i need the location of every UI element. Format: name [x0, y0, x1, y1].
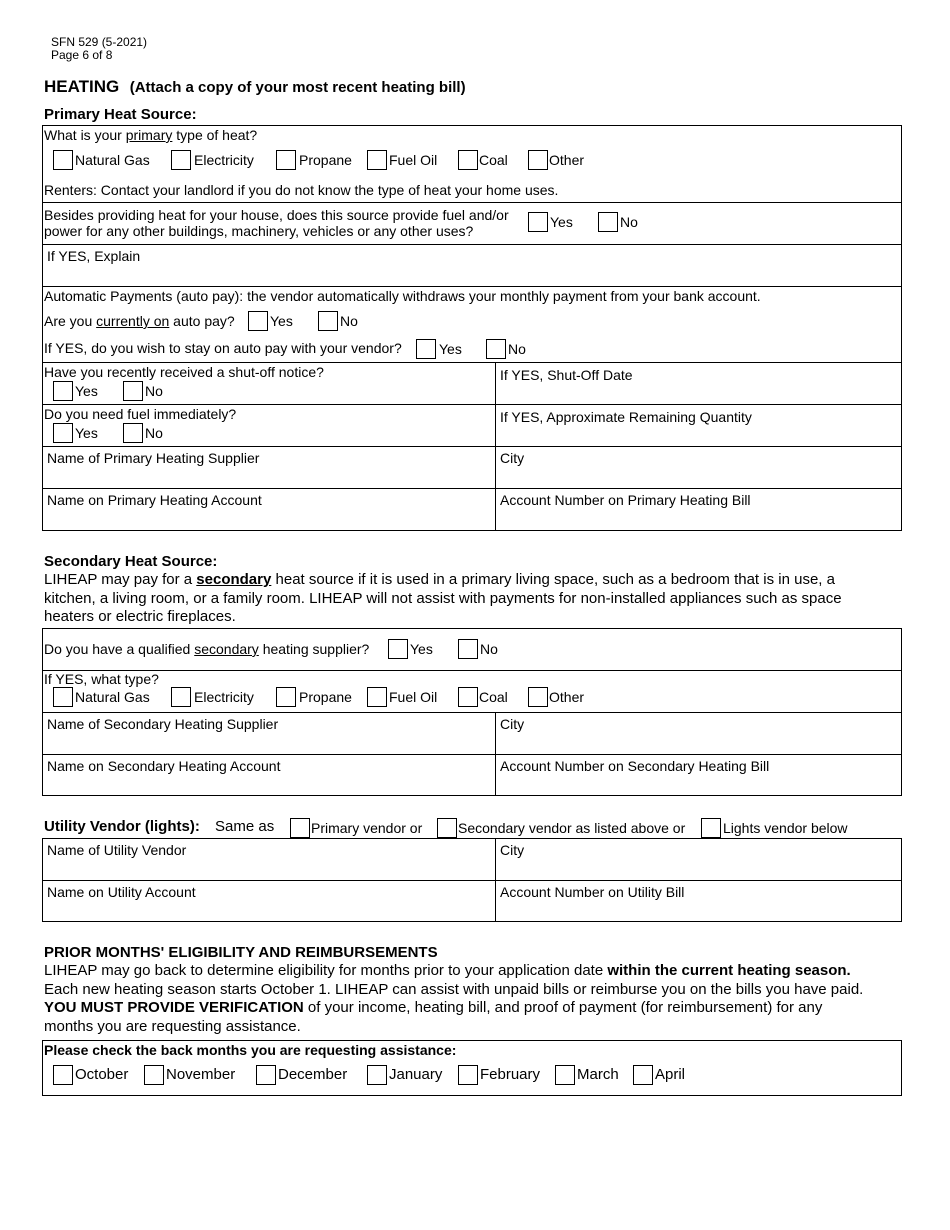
- autopay-stay-no-label: No: [508, 341, 526, 357]
- fuel-yes-checkbox[interactable]: [53, 423, 73, 443]
- utility-primary-vendor-checkbox[interactable]: [290, 818, 310, 838]
- heating-title: HEATING: [44, 77, 120, 96]
- primary-coal-checkbox[interactable]: [458, 150, 478, 170]
- prior-line3: YOU MUST PROVIDE VERIFICATION of your income, heating bill, and proof of payment (for reimbursement) for any: [44, 999, 823, 1016]
- secondary-type-question: If YES, what type?: [44, 671, 159, 687]
- utility-account-number-label: Account Number on Utility Bill: [500, 884, 685, 900]
- month-march-checkbox[interactable]: [555, 1065, 575, 1085]
- secondary-heat-title: Secondary Heat Source:: [44, 553, 218, 570]
- primary-account-number-field[interactable]: [497, 509, 901, 529]
- autopay-no-checkbox[interactable]: [318, 311, 338, 331]
- primary-fuel-oil-checkbox[interactable]: [367, 150, 387, 170]
- month-february-label: February: [480, 1066, 541, 1083]
- utility-city-field[interactable]: [497, 859, 901, 879]
- month-january-label: January: [389, 1066, 443, 1083]
- primary-account-name-label: Name on Primary Heating Account: [47, 492, 262, 508]
- month-april-checkbox[interactable]: [633, 1065, 653, 1085]
- secondary-no-checkbox[interactable]: [458, 639, 478, 659]
- secondary-account-name-field[interactable]: [43, 775, 494, 795]
- prior-line1: LIHEAP may go back to determine eligibility for months prior to your application date within the current heating season.: [44, 962, 851, 979]
- fuel-question: Do you need fuel immediately?: [44, 406, 237, 422]
- shutoff-date-field[interactable]: [497, 384, 901, 403]
- month-october-checkbox[interactable]: [53, 1065, 73, 1085]
- shutoff-yes-checkbox[interactable]: [53, 381, 73, 401]
- utility-title: Utility Vendor (lights):: [44, 818, 200, 835]
- autopay-stay-question: If YES, do you wish to stay on auto pay with your vendor?: [44, 340, 402, 356]
- secondary-yes-label: Yes: [410, 641, 433, 657]
- primary-supplier-field[interactable]: [43, 467, 494, 487]
- primary-other-checkbox[interactable]: [528, 150, 548, 170]
- besides-question-line1: Besides providing heat for your house, does this source provide fuel and/or: [44, 207, 509, 223]
- form-id: SFN 529 (5-2021): [51, 35, 148, 49]
- besides-question-line2: power for any other buildings, machinery, vehicles or any other uses?: [44, 223, 474, 239]
- secondary-supplier-field[interactable]: [43, 733, 494, 753]
- primary-account-number-label: Account Number on Primary Heating Bill: [500, 492, 751, 508]
- month-november-label: November: [166, 1066, 236, 1083]
- month-march-label: March: [577, 1066, 619, 1083]
- secondary-fuel-oil-label: Fuel Oil: [389, 689, 438, 705]
- utility-vendor-name-field[interactable]: [43, 859, 494, 879]
- autopay-no-label: No: [340, 313, 358, 329]
- secondary-natural-gas-label: Natural Gas: [75, 689, 150, 705]
- besides-no-label: No: [620, 214, 638, 230]
- primary-city-label: City: [500, 450, 525, 466]
- autopay-stay-yes-checkbox[interactable]: [416, 339, 436, 359]
- utility-vendor-name-label: Name of Utility Vendor: [47, 842, 187, 858]
- fuel-no-checkbox[interactable]: [123, 423, 143, 443]
- utility-city-label: City: [500, 842, 525, 858]
- secondary-city-label: City: [500, 716, 525, 732]
- autopay-stay-no-checkbox[interactable]: [486, 339, 506, 359]
- besides-yes-checkbox[interactable]: [528, 212, 548, 232]
- prior-line2: Each new heating season starts October 1. LIHEAP can assist with unpaid bills or reimburse you on the bills you have paid.: [44, 980, 864, 998]
- month-december-label: December: [278, 1066, 348, 1083]
- month-january-checkbox[interactable]: [367, 1065, 387, 1085]
- secondary-desc-line3: heaters or electric fireplaces.: [44, 608, 236, 625]
- utility-lights-vendor-checkbox[interactable]: [701, 818, 721, 838]
- shutoff-date-label: If YES, Shut-Off Date: [500, 367, 633, 383]
- primary-propane-checkbox[interactable]: [276, 150, 296, 170]
- secondary-coal-checkbox[interactable]: [458, 687, 478, 707]
- utility-account-name-label: Name on Utility Account: [47, 884, 196, 900]
- month-december-checkbox[interactable]: [256, 1065, 276, 1085]
- heating-subtitle: (Attach a copy of your most recent heating bill): [129, 79, 466, 96]
- shutoff-no-label: No: [145, 383, 163, 399]
- prior-months-title: PRIOR MONTHS' ELIGIBILITY AND REIMBURSEMENTS: [44, 944, 438, 961]
- prior-line4: months you are requesting assistance.: [44, 1017, 301, 1035]
- secondary-desc-line2: kitchen, a living room, or a family room. LIHEAP will not assist with payments for non-installed appliances such as space: [44, 589, 842, 607]
- besides-yes-label: Yes: [550, 214, 573, 230]
- primary-account-name-field[interactable]: [43, 509, 494, 529]
- if-yes-explain-field[interactable]: [43, 265, 901, 285]
- utility-same-as: Same as: [215, 818, 275, 835]
- secondary-propane-checkbox[interactable]: [276, 687, 296, 707]
- month-october-label: October: [75, 1066, 129, 1083]
- secondary-electricity-checkbox[interactable]: [171, 687, 191, 707]
- fuel-no-label: No: [145, 425, 163, 441]
- secondary-other-label: Other: [549, 689, 585, 705]
- autopay-stay-yes-label: Yes: [439, 341, 462, 357]
- renters-note: Renters: Contact your landlord if you do not know the type of heat your home uses.: [44, 182, 559, 198]
- month-april-label: April: [655, 1066, 686, 1083]
- primary-city-field[interactable]: [497, 467, 901, 487]
- fuel-quantity-field[interactable]: [497, 426, 901, 445]
- back-months-title: Please check the back months you are requesting assistance:: [44, 1042, 457, 1058]
- secondary-yes-checkbox[interactable]: [388, 639, 408, 659]
- secondary-other-checkbox[interactable]: [528, 687, 548, 707]
- utility-account-number-field[interactable]: [497, 901, 901, 921]
- autopay-question: Are you currently on auto pay?: [44, 313, 235, 329]
- secondary-account-number-label: Account Number on Secondary Heating Bill: [500, 758, 770, 774]
- primary-natural-gas-checkbox[interactable]: [53, 150, 73, 170]
- utility-primary-vendor-label: Primary vendor or: [311, 820, 423, 836]
- secondary-no-label: No: [480, 641, 498, 657]
- secondary-electricity-label: Electricity: [194, 689, 254, 705]
- autopay-yes-checkbox[interactable]: [248, 311, 268, 331]
- secondary-propane-label: Propane: [299, 689, 352, 705]
- secondary-account-name-label: Name on Secondary Heating Account: [47, 758, 281, 774]
- autopay-note: Automatic Payments (auto pay): the vendor automatically withdraws your monthly payment from your bank account.: [44, 288, 761, 304]
- primary-supplier-label: Name of Primary Heating Supplier: [47, 450, 260, 466]
- secondary-coal-label: Coal: [479, 689, 508, 705]
- secondary-fuel-oil-checkbox[interactable]: [367, 687, 387, 707]
- primary-coal-label: Coal: [479, 152, 508, 168]
- secondary-question: Do you have a qualified secondary heating supplier?: [44, 641, 370, 657]
- month-november-checkbox[interactable]: [144, 1065, 164, 1085]
- primary-electricity-checkbox[interactable]: [171, 150, 191, 170]
- secondary-city-field[interactable]: [497, 733, 901, 753]
- secondary-natural-gas-checkbox[interactable]: [53, 687, 73, 707]
- fuel-yes-label: Yes: [75, 425, 98, 441]
- shutoff-no-checkbox[interactable]: [123, 381, 143, 401]
- if-yes-explain-label: If YES, Explain: [47, 248, 141, 264]
- secondary-supplier-label: Name of Secondary Heating Supplier: [47, 716, 279, 732]
- utility-secondary-vendor-checkbox[interactable]: [437, 818, 457, 838]
- primary-propane-label: Propane: [299, 152, 352, 168]
- primary-electricity-label: Electricity: [194, 152, 254, 168]
- shutoff-question: Have you recently received a shut-off notice?: [44, 364, 324, 380]
- autopay-yes-label: Yes: [270, 313, 293, 329]
- fuel-quantity-label: If YES, Approximate Remaining Quantity: [500, 409, 752, 425]
- secondary-account-number-field[interactable]: [497, 775, 901, 795]
- primary-natural-gas-label: Natural Gas: [75, 152, 150, 168]
- month-february-checkbox[interactable]: [458, 1065, 478, 1085]
- secondary-desc-line1: LIHEAP may pay for a secondary heat source if it is used in a primary living space, such as a bedroom that is in use, a: [44, 571, 835, 588]
- primary-other-label: Other: [549, 152, 585, 168]
- page-number: Page 6 of 8: [51, 48, 113, 62]
- shutoff-yes-label: Yes: [75, 383, 98, 399]
- utility-lights-vendor-label: Lights vendor below: [723, 820, 848, 836]
- primary-fuel-oil-label: Fuel Oil: [389, 152, 438, 168]
- besides-no-checkbox[interactable]: [598, 212, 618, 232]
- primary-heat-title: Primary Heat Source:: [44, 106, 197, 123]
- heating-heading: [44, 77, 466, 97]
- utility-account-name-field[interactable]: [43, 901, 494, 921]
- utility-secondary-vendor-label: Secondary vendor as listed above or: [458, 820, 686, 836]
- primary-type-question: What is your primary type of heat?: [44, 127, 258, 143]
